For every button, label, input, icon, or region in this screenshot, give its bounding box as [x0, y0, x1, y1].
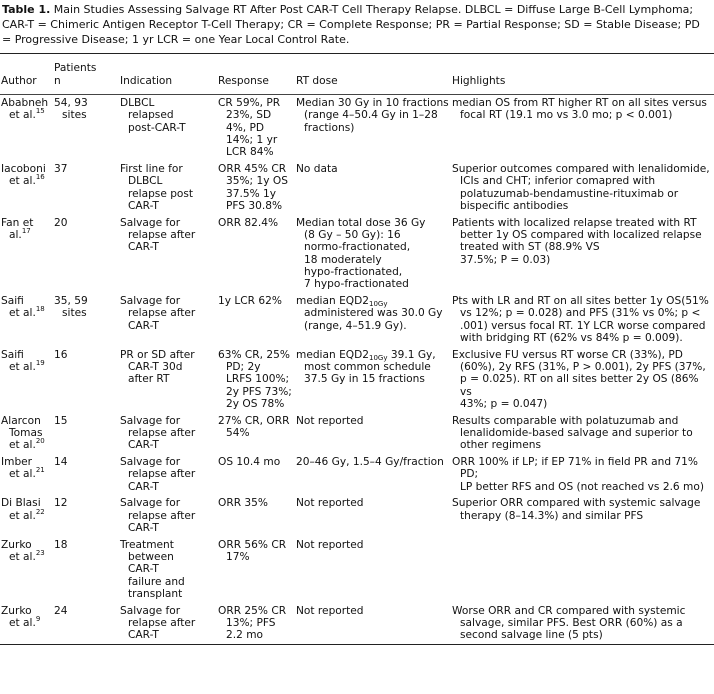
rt-dose-subscript: 10Gy — [369, 353, 388, 362]
indication-cell: Salvage for relapse after CAR-T — [120, 414, 196, 452]
table-row — [0, 454, 714, 495]
author-name: Iacoboni et al. — [1, 162, 46, 188]
response-cell: 27% CR, ORR 54% — [218, 414, 290, 439]
highlights-cell: median OS from RT higher RT on all sites versus focal RT (19.1 mo vs 3.0 mo; p < 0.001) — [452, 97, 707, 122]
reference-number: 18 — [35, 305, 45, 314]
rt-dose-text: No data — [296, 162, 338, 175]
indication-cell: Salvage for relapse after CAR-T — [120, 604, 196, 642]
patients-cell: 12 — [54, 497, 68, 510]
indication-cell: Salvage for relapse after CAR-T — [120, 497, 196, 534]
rt-dose-text: Not reported — [296, 604, 364, 617]
column-header-indication: Indication — [120, 75, 173, 87]
rt-dose-cell — [296, 413, 452, 454]
highlights-cell: Superior outcomes compared with lenalidomide, ICIs and CHT; inferior comapred with polatuzumab-bendamustine-rituximab or bispecific antibodies — [452, 162, 710, 212]
table-header-row — [0, 54, 714, 95]
author-cell — [0, 95, 54, 161]
column-header-response: Response — [218, 75, 269, 87]
table-row — [0, 413, 714, 454]
response-cell: ORR 45% CR 35%; 1y OS 37.5% 1y PFS 30.8% — [218, 162, 288, 212]
table-row — [0, 95, 714, 161]
author-cell — [0, 161, 54, 215]
author-cell — [0, 495, 54, 536]
column-header-author: Author — [1, 75, 37, 87]
author-cell — [0, 603, 54, 645]
author-cell — [0, 347, 54, 413]
reference-number: 20 — [35, 437, 45, 446]
author-name: Alarcon Tomas et al. — [1, 414, 43, 452]
column-header-rt-dose: RT dose — [296, 75, 338, 87]
patients-cell: 37 — [54, 162, 68, 175]
table-row — [0, 215, 714, 293]
rt-dose-cell — [296, 495, 452, 536]
rt-dose-cell — [296, 347, 452, 413]
author-cell — [0, 215, 54, 293]
table-row — [0, 161, 714, 215]
author-name: Saifi et al. — [1, 348, 36, 373]
response-cell: OS 10.4 mo — [218, 456, 281, 469]
response-cell: ORR 56% CR 17% — [218, 538, 287, 564]
highlights-cell: ORR 100% if LP; if EP 71% in field PR and 71% PD; LP better RFS and OS (not reached vs 2.6 mo) — [452, 456, 704, 493]
rt-dose-subscript: 10Gy — [369, 299, 388, 308]
highlights-cell: Worse ORR and CR compared with systemic salvage, similar PFS. Best ORR (60%) as a second salvage line (5 pts) — [452, 604, 686, 642]
rt-dose-text-cont: 39.1 Gy, most common schedule 37.5 Gy in 15 fractions — [304, 348, 436, 386]
author-name: Zurko et al. — [1, 604, 36, 630]
response-cell: CR 59%, PR 23%, SD 4%, PD 14%; 1 yr LCR 84% — [218, 97, 281, 159]
author-name: Di Blasi et al. — [1, 497, 41, 522]
patients-cell: 15 — [54, 414, 68, 427]
highlights-cell: Exclusive FU versus RT worse CR (33%), PD (60%), 2y RFS (31%, P > 0.001), 2y PFS (37%, p = 0.025). RT on all sites better 2y OS (86% vs 43%; p = 0.047) — [452, 348, 706, 410]
table-row — [0, 537, 714, 603]
rt-dose-text: median EQD2 — [296, 348, 370, 361]
author-cell — [0, 537, 54, 603]
patients-cell: 18 — [54, 538, 68, 551]
response-cell: 1y LCR 62% — [218, 294, 282, 307]
author-cell — [0, 293, 54, 347]
patients-cell: 20 — [54, 216, 68, 229]
highlights-cell — [452, 537, 714, 603]
rt-dose-text: Not reported — [296, 497, 364, 510]
rt-dose-cell — [296, 293, 452, 347]
indication-cell: Salvage for relapse after CAR-T — [120, 456, 196, 493]
rt-dose-text: Median total dose 36 Gy (8 Gy – 50 Gy): 16 normo-fractionated, 18 moderately hypo-fractionated, 7 hypo-fractionated — [296, 216, 426, 291]
rt-dose-text: Median 30 Gy in 10 fractions (range 4–50.4 Gy in 1–28 fractions) — [296, 97, 449, 134]
rt-dose-cell — [296, 161, 452, 215]
patients-cell: 24 — [54, 604, 68, 617]
rt-dose-text: 20–46 Gy, 1.5–4 Gy/fraction — [296, 456, 444, 469]
rt-dose-cell — [296, 454, 452, 495]
caption-text: Main Studies Assessing Salvage RT After Post CAR-T Cell Therapy Relapse. DLBCL = Diffuse Large B-Cell Lymphoma; CAR-T = Chimeric Antigen Receptor T-Cell Therapy; CR = Complete Response; PR = Partial Response; SD = Stable Disease; PD = Progressive Disease; 1 yr LCR = one Year Local Control Rate. — [2, 3, 700, 46]
reference-number: 19 — [35, 358, 45, 367]
author-name: Zurko et al. — [1, 538, 36, 564]
table-row — [0, 603, 714, 645]
reference-number: 21 — [35, 466, 45, 475]
highlights-cell: Results comparable with polatuzumab and lenalidomide-based salvage and superior to other regimens — [452, 414, 693, 452]
reference-number: 9 — [35, 615, 41, 624]
response-cell: 63% CR, 25% PD; 2y LRFS 100%; 2y PFS 73%; 2y OS 78% — [218, 348, 292, 410]
author-cell — [0, 454, 54, 495]
indication-cell: Treatment between CAR-T failure and transplant — [120, 538, 185, 600]
highlights-cell: Patients with localized relapse treated with RT better 1y OS compared with localized relapse treated with ST (88.9% VS 37.5%; P = 0.03) — [452, 216, 702, 266]
reference-number: 22 — [35, 507, 45, 516]
patients-cell: 14 — [54, 456, 68, 469]
studies-table — [0, 53, 714, 645]
rt-dose-text: Not reported — [296, 538, 364, 551]
author-name: Ababneh et al. — [1, 97, 49, 122]
response-cell: ORR 35% — [218, 497, 268, 510]
rt-dose-text: median EQD2 — [296, 294, 370, 307]
indication-cell: Salvage for relapse after CAR-T — [120, 216, 196, 254]
author-name: Fan et al. — [1, 216, 34, 241]
reference-number: 16 — [35, 173, 45, 182]
highlights-cell: Pts with LR and RT on all sites better 1y OS(51% vs 12%; p = 0.028) and PFS (31% vs 0%; p < .001) versus focal RT. 1Y LCR worse compared with bridging RT (62% vs 84% p = 0.009). — [452, 294, 709, 344]
rt-dose-cell — [296, 95, 452, 161]
rt-dose-cell — [296, 215, 452, 293]
rt-dose-text-cont: administered was 30.0 Gy (range, 4–51.9 Gy). — [304, 307, 443, 332]
caption-label: Table 1. — [2, 3, 51, 16]
table-row — [0, 293, 714, 347]
table-caption — [0, 0, 714, 48]
patients-cell: 16 — [54, 348, 68, 361]
patients-cell: 35, 59 sites — [54, 294, 88, 320]
rt-dose-cell — [296, 603, 452, 645]
rt-dose-cell — [296, 537, 452, 603]
column-header-highlights: Highlights — [452, 75, 506, 87]
patients-cell: 54, 93 sites — [54, 97, 88, 122]
author-name: Saifi et al. — [1, 294, 36, 320]
highlights-cell: Superior ORR compared with systemic salvage therapy (8–14.3%) and similar PFS — [452, 497, 701, 522]
indication-cell: Salvage for relapse after CAR-T — [120, 294, 196, 332]
reference-number: 23 — [35, 549, 45, 558]
rt-dose-text: Not reported — [296, 414, 364, 427]
author-name: Imber et al. — [1, 456, 36, 481]
response-cell: ORR 82.4% — [218, 216, 279, 229]
response-cell: ORR 25% CR 13%; PFS 2.2 mo — [218, 604, 287, 642]
table-row — [0, 347, 714, 413]
indication-cell: PR or SD after CAR-T 30d after RT — [120, 348, 195, 386]
table-row — [0, 495, 714, 536]
author-cell — [0, 413, 54, 454]
column-header-patients: Patients n — [54, 62, 97, 87]
reference-number: 15 — [35, 107, 45, 116]
reference-number: 17 — [21, 226, 31, 235]
indication-cell: First line for DLBCL relapse post CAR-T — [120, 162, 194, 212]
indication-cell: DLBCL relapsed post-CAR-T — [120, 97, 186, 134]
